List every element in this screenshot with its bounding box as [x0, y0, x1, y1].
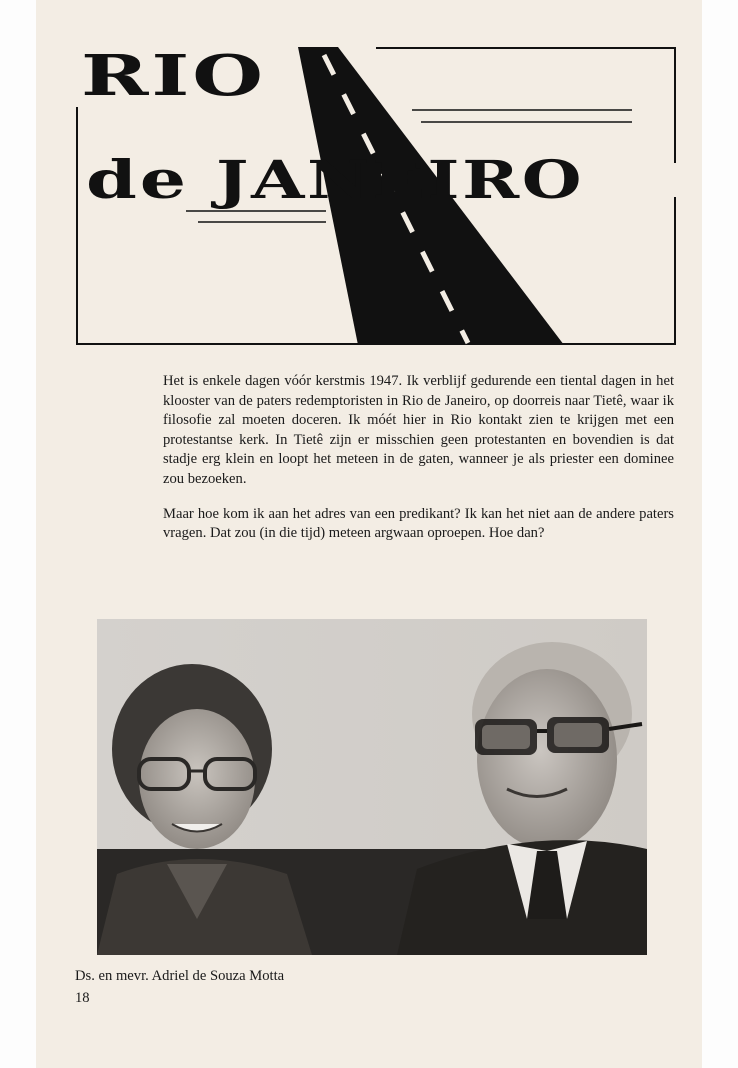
page-margin-right [702, 0, 738, 1068]
paragraph: Maar hoe kom ik aan het adres van een predikant? Ik kan het niet aan de andere paters vragen. Dat zou (in die tijd) meteen argwaan oproepen. Hoe dan? [163, 505, 674, 542]
title-graphic [76, 43, 676, 345]
title-word-janeiro: JANEIRO [216, 150, 585, 211]
title-word-rio: RIO [81, 43, 266, 109]
page-margin-left [0, 0, 36, 1068]
article-body [163, 372, 674, 559]
photo-caption: Ds. en mevr. Adriel de Souza Motta [75, 968, 285, 984]
photo-couple [97, 619, 647, 955]
paragraph: Het is enkele dagen vóór kerstmis 1947. Ik verblijf gedurende een tiental dagen in het klooster van de paters redemptoristen in Rio de Janeiro, op doorreis naar Tietê, waar ik filosofie zal moeten doceren. Ik móét hier in Rio kontakt zien te krijgen met een protestantse kerk. In Tietê zijn er misschien geen protestanten en bovendien is dat stadje erg klein en loopt het meteen in de gaten, wanneer je als priester een dominee zou bezoeken. [163, 373, 674, 487]
page-number: 18 [75, 990, 90, 1006]
title-word-de: de [86, 150, 189, 211]
photo-image [97, 619, 647, 955]
